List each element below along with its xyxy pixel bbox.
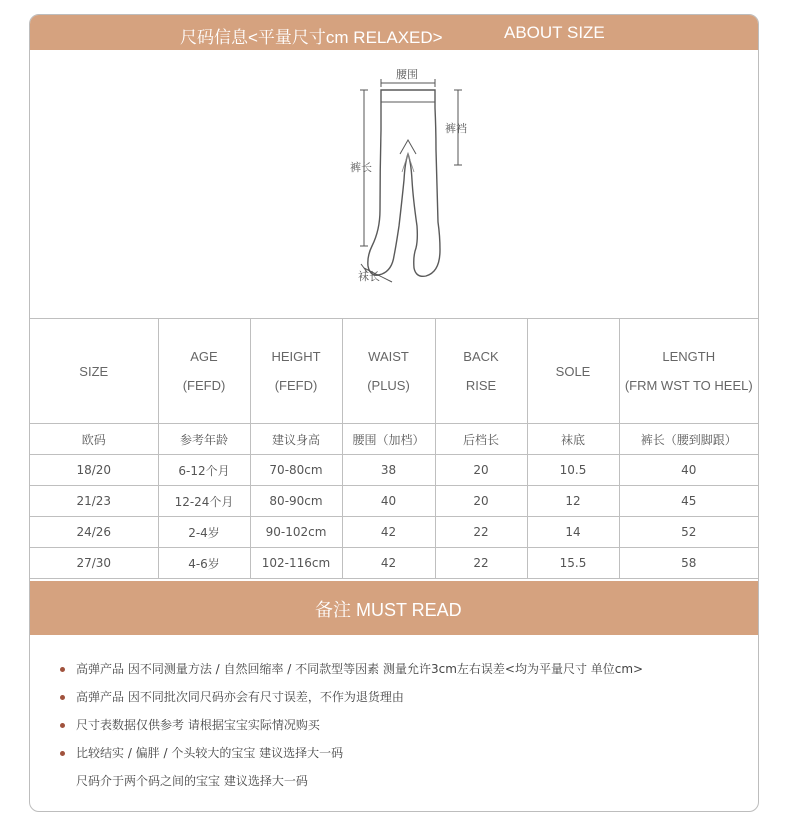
table-cell: 42 — [342, 517, 435, 548]
table-cell: 102-116cm — [250, 548, 342, 579]
size-info-title-en: ABOUT SIZE — [504, 23, 605, 42]
header-sole: SOLE — [527, 319, 619, 424]
subheader-cell: 裤长（腰到脚跟） — [619, 424, 758, 455]
table-cell: 58 — [619, 548, 758, 579]
table-cell: 24/26 — [30, 517, 158, 548]
table-cell: 40 — [619, 455, 758, 486]
table-row — [30, 548, 758, 579]
table-cell: 40 — [342, 486, 435, 517]
size-chart-card — [29, 14, 759, 812]
table-cell: 12-24个月 — [158, 486, 250, 517]
table-cell: 15.5 — [527, 548, 619, 579]
subheader-cell: 建议身高 — [250, 424, 342, 455]
table-cell: 14 — [527, 517, 619, 548]
table-cell: 22 — [435, 548, 527, 579]
size-info-title-cn: 尺码信息<平量尺寸cm RELAXED> — [180, 28, 443, 47]
header-age: AGE (FEFD) — [158, 319, 250, 424]
table-cell: 20 — [435, 486, 527, 517]
table-cell: 38 — [342, 455, 435, 486]
subheader-cell: 后档长 — [435, 424, 527, 455]
table-header-row — [30, 319, 758, 424]
list-item: 高弹产品 因不同测量方法 / 自然回缩率 / 不同款型等因素 测量允许3cm左右误差<均为平量尺寸 单位cm> — [60, 655, 740, 683]
subheader-cell: 袜底 — [527, 424, 619, 455]
table-row — [30, 455, 758, 486]
header-height: HEIGHT (FEFD) — [250, 319, 342, 424]
table-cell: 22 — [435, 517, 527, 548]
notes-list — [60, 655, 740, 795]
bullet-icon — [60, 723, 65, 728]
table-row — [30, 486, 758, 517]
table-row — [30, 517, 758, 548]
table-cell: 2-4岁 — [158, 517, 250, 548]
table-cell: 20 — [435, 455, 527, 486]
label-foot: 袜长 — [358, 270, 380, 283]
label-waist: 腰围 — [396, 68, 418, 81]
label-rise: 裤裆 — [445, 122, 467, 135]
tights-outline — [368, 90, 440, 276]
header-length: LENGTH (FRM WST TO HEEL) — [619, 319, 758, 424]
table-cell: 18/20 — [30, 455, 158, 486]
tights-measurement-diagram — [30, 50, 758, 319]
table-cell: 12 — [527, 486, 619, 517]
must-read-bar — [30, 581, 758, 635]
subheader-cell: 欧码 — [30, 424, 158, 455]
must-read-title: 备注 MUST READ — [315, 600, 462, 620]
table-cell: 80-90cm — [250, 486, 342, 517]
list-item: 尺码介于两个码之间的宝宝 建议选择大一码 — [76, 774, 308, 788]
tights-illustration — [30, 50, 758, 319]
subheader-cell: 腰围（加档） — [342, 424, 435, 455]
header-size: SIZE — [30, 319, 158, 424]
table-cell: 52 — [619, 517, 758, 548]
size-table — [30, 318, 758, 579]
list-item: 尺寸表数据仅供参考 请根据宝宝实际情况购买 — [60, 711, 740, 739]
list-item: 高弹产品 因不同批次同尺码亦会有尺寸误差，不作为退货理由 — [60, 683, 740, 711]
table-cell: 4-6岁 — [158, 548, 250, 579]
table-cell: 45 — [619, 486, 758, 517]
header-back-rise: BACK RISE — [435, 319, 527, 424]
table-subheader-row — [30, 424, 758, 455]
table-cell: 21/23 — [30, 486, 158, 517]
size-info-header-bar — [30, 15, 758, 50]
table-cell: 27/30 — [30, 548, 158, 579]
tights-fold — [402, 154, 414, 172]
label-length: 裤长 — [350, 161, 372, 174]
header-waist: WAIST (PLUS) — [342, 319, 435, 424]
table-cell: 70-80cm — [250, 455, 342, 486]
bullet-icon — [60, 667, 65, 672]
list-item: 比较结实 / 偏胖 / 个头较大的宝宝 建议选择大一码 — [60, 739, 740, 767]
table-cell: 42 — [342, 548, 435, 579]
table-cell: 10.5 — [527, 455, 619, 486]
table-cell: 90-102cm — [250, 517, 342, 548]
table-cell: 6-12个月 — [158, 455, 250, 486]
tights-gusset — [400, 140, 416, 154]
bullet-icon — [60, 695, 65, 700]
bullet-icon — [60, 751, 65, 756]
subheader-cell: 参考年龄 — [158, 424, 250, 455]
